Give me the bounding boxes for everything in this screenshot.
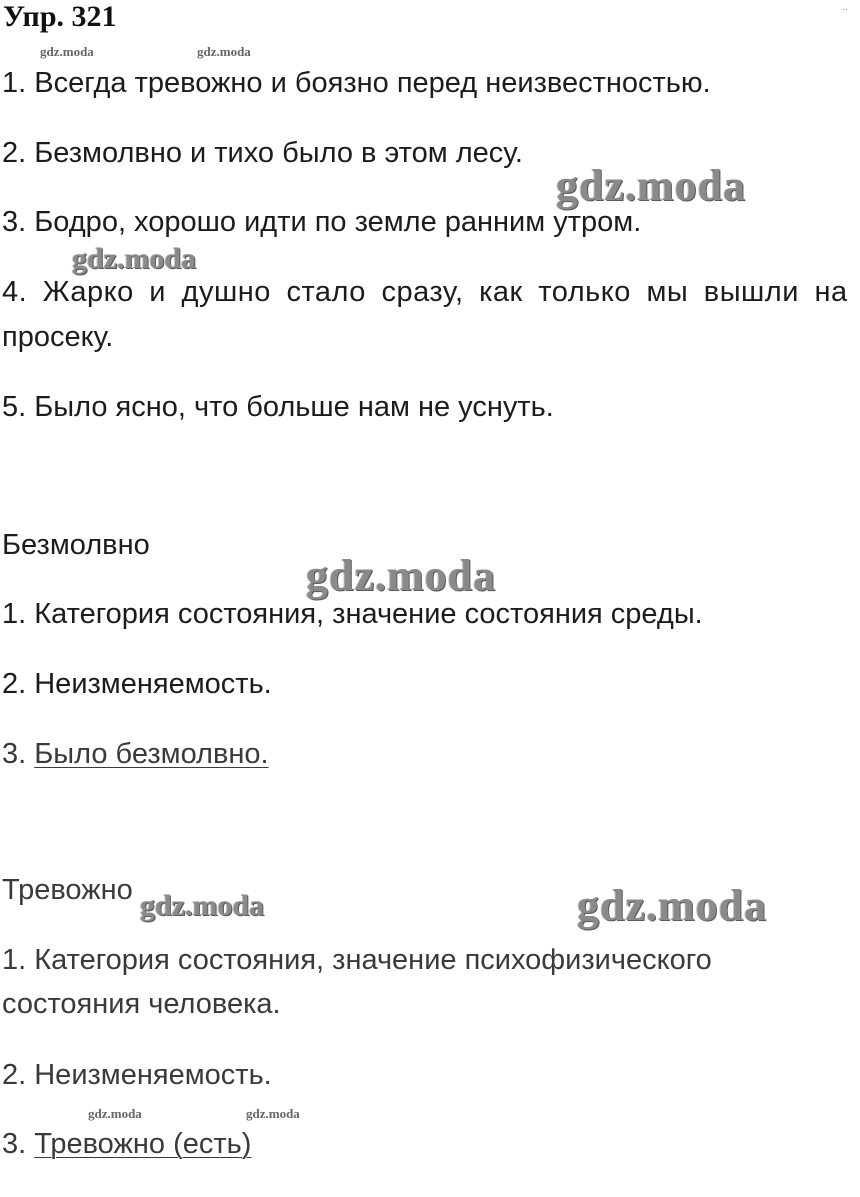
- sentence-4-continuation: просеку.: [2, 321, 114, 353]
- watermark-small: gdz.moda: [40, 44, 94, 59]
- sentence-3: 3. Бодро, хорошо идти по земле ранним утром.: [2, 206, 642, 238]
- sentence-4: 4. Жарко и душно стало сразу, как только мы вышли на: [2, 276, 848, 308]
- analysis-1-item-1: 1. Категория состояния, значение состояния среды.: [2, 598, 703, 630]
- example-prefix: 3.: [2, 738, 35, 770]
- watermark-large: gdz.moda: [556, 161, 747, 210]
- analysis-2-item-2: 2. Неизменяемость.: [2, 1059, 272, 1091]
- watermark-large: gdz.moda: [577, 881, 768, 930]
- watermark-small: gdz.moda: [197, 44, 251, 59]
- analysis-word-1: Безмолвно: [2, 529, 150, 561]
- sentence-1: 1. Всегда тревожно и боязно перед неизвестностью.: [2, 67, 711, 99]
- example-underlined: Тревожно (есть): [34, 1128, 252, 1160]
- analysis-1-item-3: [2, 737, 269, 771]
- example-prefix: 3.: [2, 1128, 35, 1160]
- sentence-2: 2. Безмолвно и тихо было в этом лесу.: [2, 137, 523, 169]
- watermark-medium: gdz.moda: [140, 889, 265, 922]
- analysis-2-item-3: [2, 1127, 251, 1161]
- analysis-2-item-1-continuation: состояния человека.: [2, 988, 281, 1020]
- example-underlined: Было безмолвно.: [34, 738, 269, 770]
- analysis-1-item-2: 2. Неизменяемость.: [2, 668, 272, 700]
- watermark-small: gdz.moda: [88, 1106, 142, 1121]
- sentence-5: 5. Было ясно, что больше нам не уснуть.: [2, 391, 554, 423]
- watermark-small: gdz.moda: [246, 1106, 300, 1121]
- watermark-medium: gdz.moda: [72, 242, 197, 275]
- page-title: Упр. 321: [3, 0, 117, 33]
- analysis-2-item-1: 1. Категория состояния, значение психофизического: [2, 944, 712, 976]
- watermark-large: gdz.moda: [306, 551, 497, 600]
- corner-mark: ..: [842, 2, 848, 13]
- analysis-word-2: Тревожно: [2, 874, 133, 906]
